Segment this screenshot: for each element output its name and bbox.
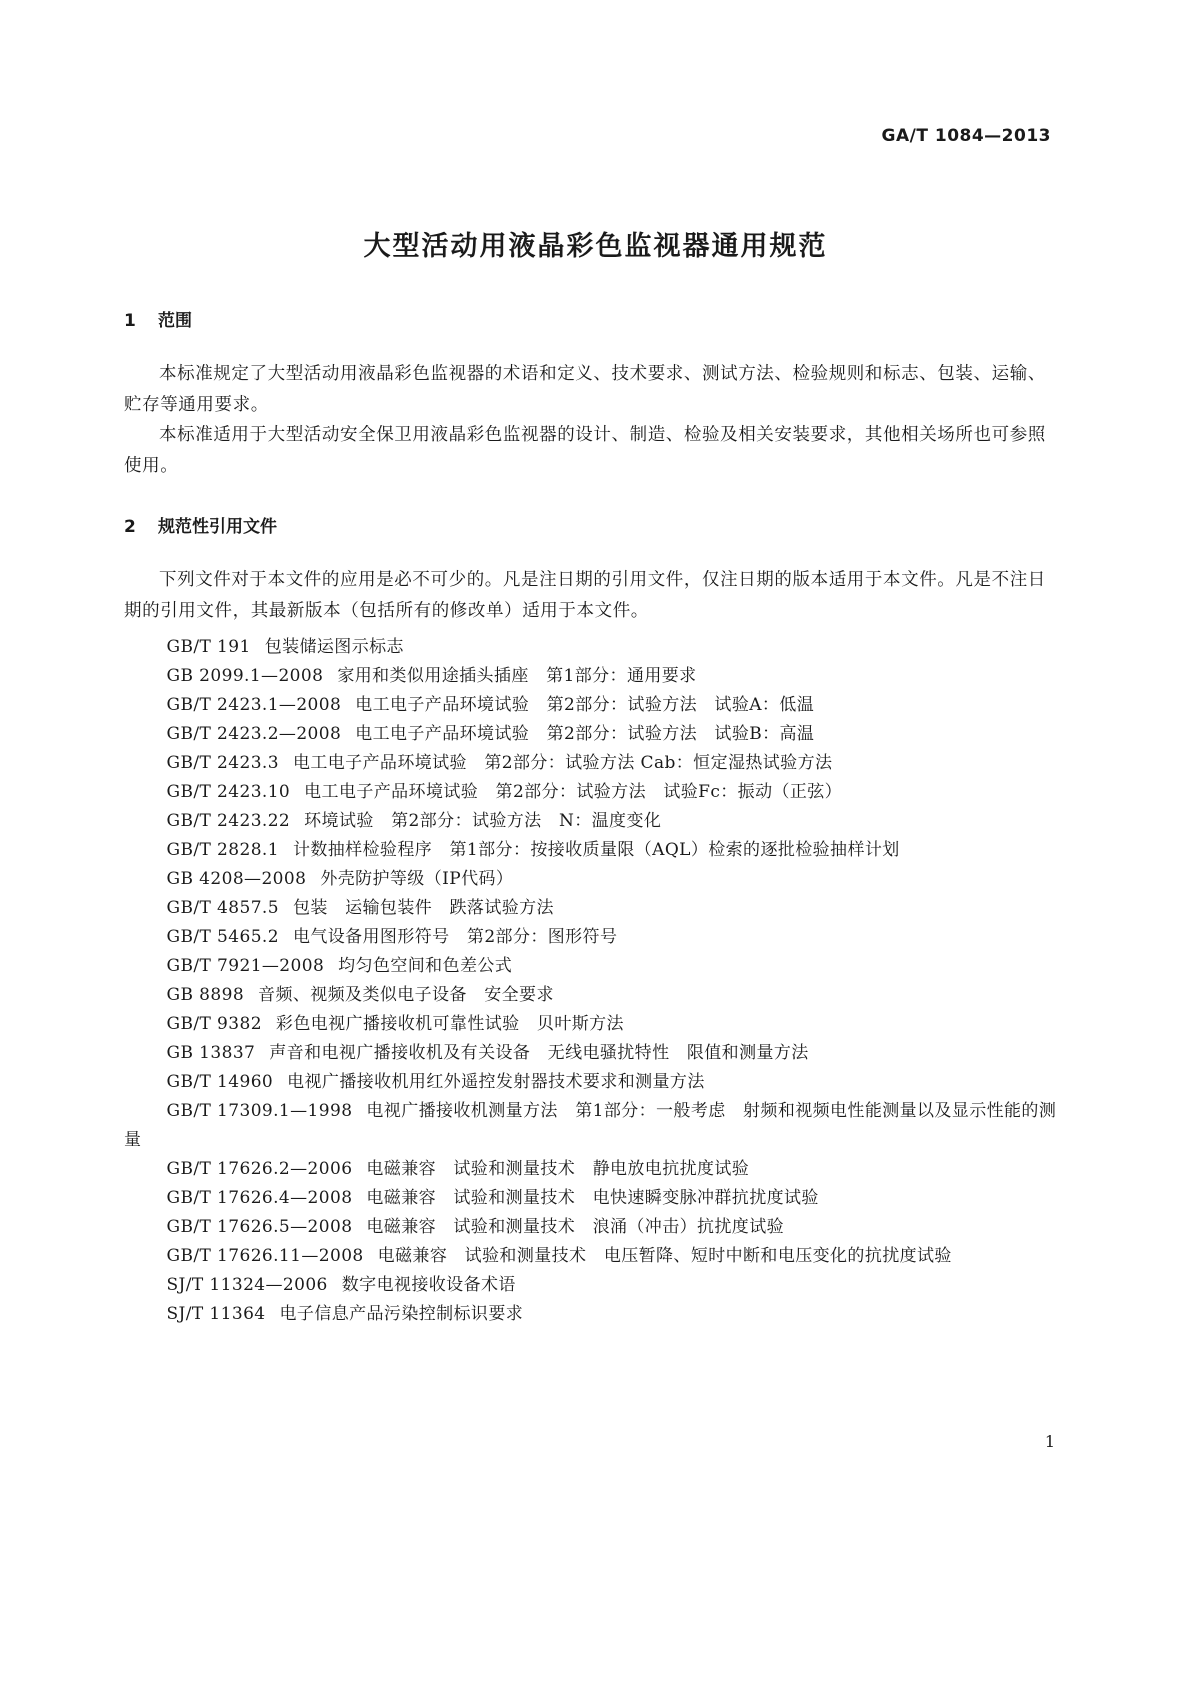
reference-item bbox=[124, 952, 1061, 981]
reference-item bbox=[124, 778, 1061, 807]
reference-title: 电气设备用图形符号 第2部分：图形符号 bbox=[292, 927, 618, 947]
reference-item bbox=[124, 749, 1061, 778]
reference-title: 计数抽样检验程序 第1部分：按接收质量限（AQL）检索的逐批检验抽样计划 bbox=[292, 840, 900, 860]
scope-paragraph-2: 本标准适用于大型活动安全保卫用液晶彩色监视器的设计、制造、检验及相关安装要求，其他相关场所也可参照使用。 bbox=[124, 425, 1046, 476]
reference-code: GB 2099.1—2008 bbox=[166, 666, 324, 686]
reference-code: GB 4208—2008 bbox=[166, 869, 307, 889]
reference-title: 声音和电视广播接收机及有关设备 无线电骚扰特性 限值和测量方法 bbox=[269, 1043, 809, 1063]
reference-code: GB/T 4857.5 bbox=[166, 898, 279, 918]
reference-title: 电磁兼容 试验和测量技术 浪涌（冲击）抗扰度试验 bbox=[366, 1217, 785, 1237]
reference-item bbox=[124, 1242, 1061, 1271]
page-number: 1 bbox=[1044, 1432, 1055, 1451]
reference-code: SJ/T 11364 bbox=[166, 1304, 266, 1324]
reference-title: 彩色电视广播接收机可靠性试验 贝叶斯方法 bbox=[275, 1014, 624, 1034]
reference-code: GB 13837 bbox=[166, 1043, 256, 1063]
reference-item bbox=[124, 1300, 1061, 1329]
reference-item bbox=[124, 1068, 1061, 1097]
reference-title: 电工电子产品环境试验 第2部分：试验方法 试验A：低温 bbox=[355, 695, 815, 715]
reference-item bbox=[124, 836, 1061, 865]
reference-item bbox=[124, 865, 1061, 894]
reference-title: 电视广播接收机用红外遥控发射器技术要求和测量方法 bbox=[287, 1072, 705, 1092]
reference-title: 电工电子产品环境试验 第2部分：试验方法 试验B：高温 bbox=[355, 724, 815, 744]
section-title: 范围 bbox=[158, 311, 192, 331]
reference-title: 包装储运图示标志 bbox=[264, 637, 404, 657]
reference-code: GB/T 14960 bbox=[166, 1072, 274, 1092]
reference-item bbox=[124, 1155, 1061, 1184]
reference-code: GB/T 17626.11—2008 bbox=[166, 1246, 364, 1266]
reference-code: GB 8898 bbox=[166, 985, 245, 1005]
reference-item bbox=[124, 662, 1061, 691]
section-heading-scope bbox=[124, 306, 192, 331]
reference-item bbox=[124, 691, 1061, 720]
reference-title: 电工电子产品环境试验 第2部分：试验方法 Cab：恒定湿热试验方法 bbox=[292, 753, 833, 773]
reference-code: GB/T 17626.2—2006 bbox=[166, 1159, 353, 1179]
reference-code: GB/T 2423.10 bbox=[166, 782, 291, 802]
reference-code: GB/T 17626.5—2008 bbox=[166, 1217, 353, 1237]
reference-title: 电磁兼容 试验和测量技术 静电放电抗扰度试验 bbox=[366, 1159, 750, 1179]
reference-list bbox=[124, 633, 1061, 1329]
reference-title: 电视广播接收机测量方法 第1部分：一般考虑 射频和视频电性能测量以及显示性能的测量 bbox=[124, 1101, 1057, 1150]
reference-item bbox=[124, 720, 1061, 749]
reference-item bbox=[124, 807, 1061, 836]
reference-code: GB/T 5465.2 bbox=[166, 927, 279, 947]
reference-code: GB/T 17309.1—1998 bbox=[166, 1101, 353, 1121]
reference-code: GB/T 2423.2—2008 bbox=[166, 724, 342, 744]
reference-item bbox=[124, 633, 1061, 662]
document-title: 大型活动用液晶彩色监视器通用规范 bbox=[363, 231, 828, 262]
reference-title: 环境试验 第2部分：试验方法 N：温度变化 bbox=[304, 811, 662, 831]
section-number: 2 bbox=[124, 517, 136, 537]
section-number: 1 bbox=[124, 311, 136, 331]
reference-code: GB/T 191 bbox=[166, 637, 251, 657]
reference-title: 外壳防护等级（IP代码） bbox=[320, 869, 514, 889]
reference-code: SJ/T 11324—2006 bbox=[166, 1275, 328, 1295]
reference-title: 电磁兼容 试验和测量技术 电快速瞬变脉冲群抗扰度试验 bbox=[366, 1188, 819, 1208]
reference-title: 数字电视接收设备术语 bbox=[341, 1275, 516, 1295]
references-intro: 下列文件对于本文件的应用是必不可少的。凡是注日期的引用文件，仅注日期的版本适用于本文件。凡是不注日期的引用文件，其最新版本（包括所有的修改单）适用于本文件。 bbox=[124, 570, 1046, 621]
reference-title: 包装 运输包装件 跌落试验方法 bbox=[292, 898, 554, 918]
reference-item bbox=[124, 923, 1061, 952]
scope-paragraph-1: 本标准规定了大型活动用液晶彩色监视器的术语和定义、技术要求、测试方法、检验规则和标志、包装、运输、贮存等通用要求。 bbox=[124, 364, 1046, 415]
reference-item bbox=[124, 894, 1061, 923]
reference-code: GB/T 7921—2008 bbox=[166, 956, 325, 976]
reference-code: GB/T 2828.1 bbox=[166, 840, 279, 860]
reference-code: GB/T 2423.22 bbox=[166, 811, 291, 831]
reference-title: 音频、视频及类似电子设备 安全要求 bbox=[258, 985, 554, 1005]
reference-code: GB/T 2423.3 bbox=[166, 753, 279, 773]
section-title: 规范性引用文件 bbox=[158, 517, 277, 537]
reference-item bbox=[124, 1184, 1061, 1213]
section-heading-normative-references bbox=[124, 512, 277, 537]
reference-title: 电子信息产品污染控制标识要求 bbox=[279, 1304, 524, 1324]
reference-item bbox=[124, 1039, 1061, 1068]
reference-item bbox=[124, 981, 1061, 1010]
reference-title: 均匀色空间和色差公式 bbox=[338, 956, 513, 976]
reference-title: 家用和类似用途插头插座 第1部分：通用要求 bbox=[337, 666, 697, 686]
reference-title: 电磁兼容 试验和测量技术 电压暂降、短时中断和电压变化的抗扰度试验 bbox=[377, 1246, 952, 1266]
reference-item bbox=[124, 1010, 1061, 1039]
reference-item bbox=[124, 1213, 1061, 1242]
reference-code: GB/T 17626.4—2008 bbox=[166, 1188, 353, 1208]
reference-title: 电工电子产品环境试验 第2部分：试验方法 试验Fc：振动（正弦） bbox=[304, 782, 843, 802]
reference-item bbox=[124, 1097, 1061, 1155]
reference-code: GB/T 2423.1—2008 bbox=[166, 695, 342, 715]
reference-code: GB/T 9382 bbox=[166, 1014, 262, 1034]
reference-item bbox=[124, 1271, 1061, 1300]
standard-code: GA/T 1084—2013 bbox=[881, 126, 1051, 146]
